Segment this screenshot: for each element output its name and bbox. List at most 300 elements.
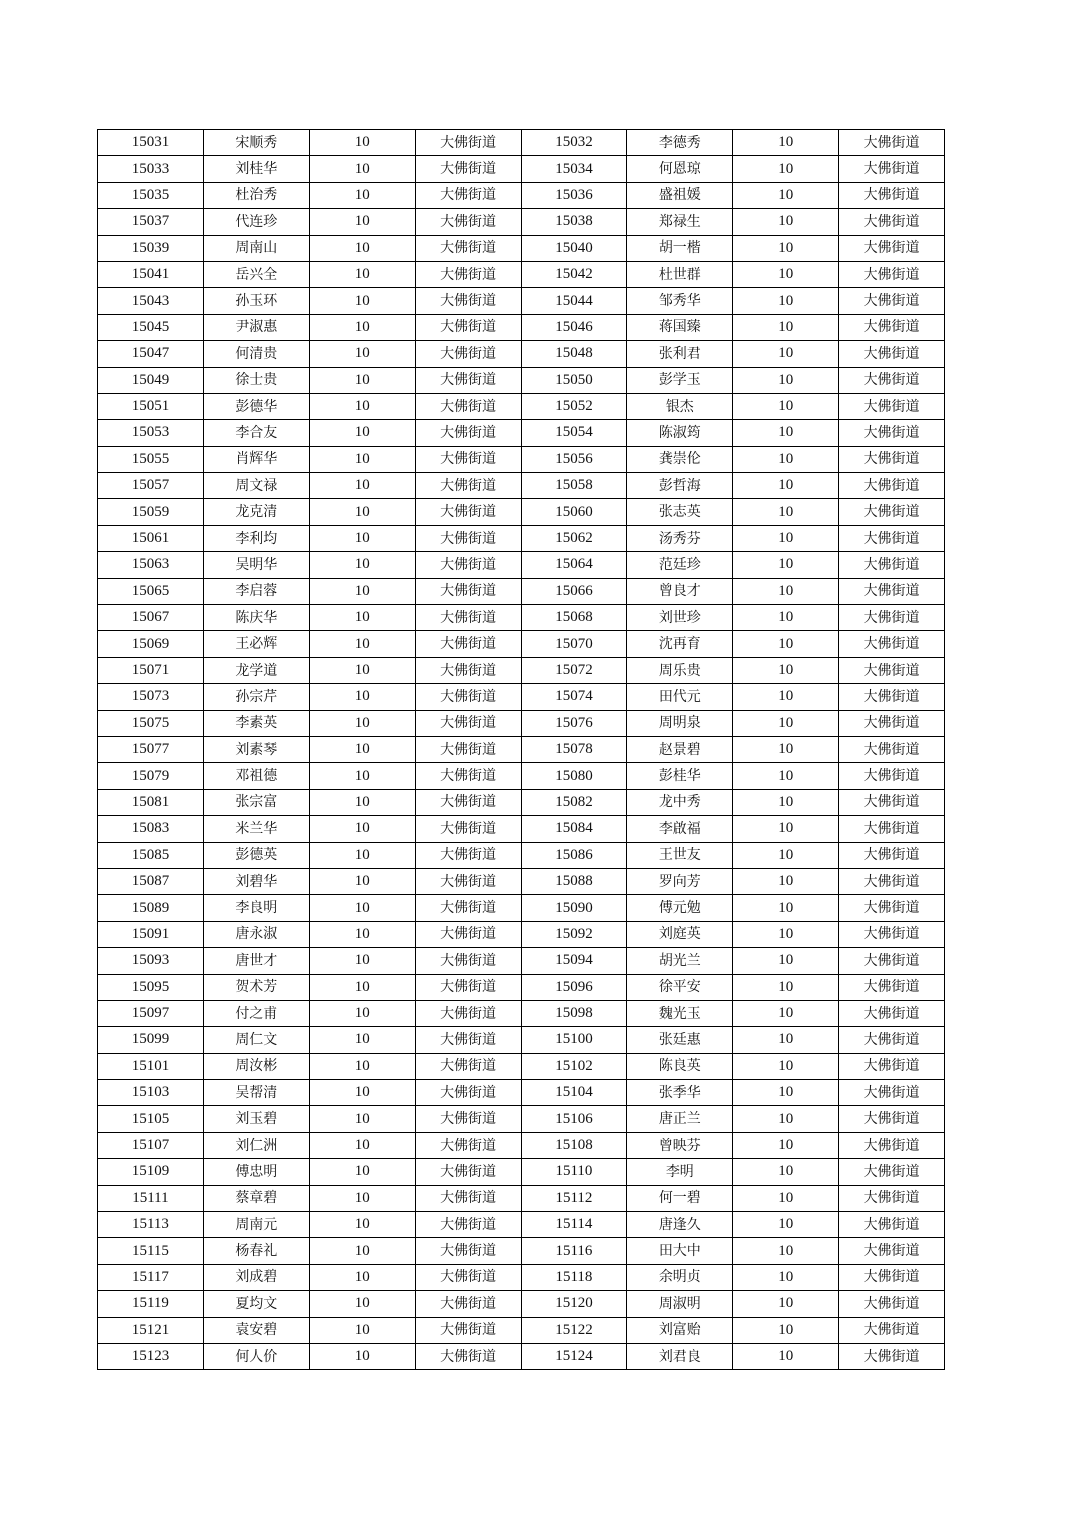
count-cell: 10 — [309, 420, 415, 446]
name-cell: 张廷惠 — [627, 1027, 733, 1053]
table-row — [98, 156, 945, 182]
count-cell: 10 — [733, 921, 839, 947]
name-cell: 张季华 — [627, 1080, 733, 1106]
id-cell: 15096 — [521, 974, 627, 1000]
id-cell: 15073 — [98, 684, 204, 710]
id-cell: 15038 — [521, 209, 627, 235]
street-cell: 大佛街道 — [415, 1343, 521, 1369]
street-cell: 大佛街道 — [839, 868, 945, 894]
street-cell: 大佛街道 — [415, 789, 521, 815]
count-cell: 10 — [733, 446, 839, 472]
id-cell: 15063 — [98, 552, 204, 578]
name-cell: 徐士贵 — [203, 367, 309, 393]
count-cell: 10 — [733, 1212, 839, 1238]
street-cell: 大佛街道 — [415, 631, 521, 657]
id-cell: 15045 — [98, 314, 204, 340]
table-row — [98, 1317, 945, 1343]
id-cell: 15078 — [521, 736, 627, 762]
table-row — [98, 1106, 945, 1132]
name-cell: 唐永淑 — [203, 921, 309, 947]
street-cell: 大佛街道 — [839, 816, 945, 842]
name-cell: 蒋国臻 — [627, 314, 733, 340]
name-cell: 银杰 — [627, 393, 733, 419]
street-cell: 大佛街道 — [415, 1185, 521, 1211]
table-row — [98, 868, 945, 894]
street-cell: 大佛街道 — [415, 1027, 521, 1053]
street-cell: 大佛街道 — [839, 1185, 945, 1211]
id-cell: 15106 — [521, 1106, 627, 1132]
name-cell: 周南山 — [203, 235, 309, 261]
name-cell: 李德秀 — [627, 130, 733, 156]
id-cell: 15108 — [521, 1132, 627, 1158]
name-cell: 唐世才 — [203, 948, 309, 974]
name-cell: 胡一楷 — [627, 235, 733, 261]
id-cell: 15068 — [521, 605, 627, 631]
name-cell: 蔡章碧 — [203, 1185, 309, 1211]
id-cell: 15082 — [521, 789, 627, 815]
id-cell: 15047 — [98, 341, 204, 367]
id-cell: 15031 — [98, 130, 204, 156]
count-cell: 10 — [309, 1159, 415, 1185]
street-cell: 大佛街道 — [839, 1264, 945, 1290]
count-cell: 10 — [733, 657, 839, 683]
street-cell: 大佛街道 — [415, 341, 521, 367]
id-cell: 15112 — [521, 1185, 627, 1211]
id-cell: 15069 — [98, 631, 204, 657]
street-cell: 大佛街道 — [415, 156, 521, 182]
table-row — [98, 552, 945, 578]
table-row — [98, 842, 945, 868]
street-cell: 大佛街道 — [415, 1106, 521, 1132]
table-row — [98, 1080, 945, 1106]
id-cell: 15053 — [98, 420, 204, 446]
count-cell: 10 — [733, 789, 839, 815]
street-cell: 大佛街道 — [839, 1027, 945, 1053]
id-cell: 15060 — [521, 499, 627, 525]
count-cell: 10 — [733, 868, 839, 894]
street-cell: 大佛街道 — [839, 209, 945, 235]
name-cell: 龙学道 — [203, 657, 309, 683]
count-cell: 10 — [733, 1027, 839, 1053]
name-cell: 李启蓉 — [203, 578, 309, 604]
street-cell: 大佛街道 — [415, 1159, 521, 1185]
street-cell: 大佛街道 — [415, 1264, 521, 1290]
street-cell: 大佛街道 — [415, 367, 521, 393]
count-cell: 10 — [309, 209, 415, 235]
count-cell: 10 — [309, 499, 415, 525]
id-cell: 15079 — [98, 763, 204, 789]
id-cell: 15086 — [521, 842, 627, 868]
name-cell: 周乐贵 — [627, 657, 733, 683]
id-cell: 15114 — [521, 1212, 627, 1238]
id-cell: 15049 — [98, 367, 204, 393]
name-cell: 夏均文 — [203, 1291, 309, 1317]
name-cell: 孙宗芹 — [203, 684, 309, 710]
table-row — [98, 1185, 945, 1211]
name-cell: 唐逢久 — [627, 1212, 733, 1238]
name-cell: 张志英 — [627, 499, 733, 525]
count-cell: 10 — [733, 1317, 839, 1343]
name-cell: 盛祖媛 — [627, 182, 733, 208]
count-cell: 10 — [309, 1106, 415, 1132]
name-cell: 杜世群 — [627, 261, 733, 287]
id-cell: 15048 — [521, 341, 627, 367]
count-cell: 10 — [309, 130, 415, 156]
street-cell: 大佛街道 — [839, 420, 945, 446]
name-cell: 代连珍 — [203, 209, 309, 235]
table-row — [98, 763, 945, 789]
count-cell: 10 — [733, 314, 839, 340]
count-cell: 10 — [309, 525, 415, 551]
name-cell: 沈再育 — [627, 631, 733, 657]
count-cell: 10 — [309, 1185, 415, 1211]
street-cell: 大佛街道 — [415, 1238, 521, 1264]
id-cell: 15056 — [521, 446, 627, 472]
count-cell: 10 — [309, 314, 415, 340]
street-cell: 大佛街道 — [839, 1238, 945, 1264]
id-cell: 15087 — [98, 868, 204, 894]
street-cell: 大佛街道 — [415, 736, 521, 762]
id-cell: 15076 — [521, 710, 627, 736]
street-cell: 大佛街道 — [415, 1053, 521, 1079]
name-cell: 周淑明 — [627, 1291, 733, 1317]
count-cell: 10 — [733, 710, 839, 736]
name-cell: 余明贞 — [627, 1264, 733, 1290]
count-cell: 10 — [309, 816, 415, 842]
count-cell: 10 — [309, 657, 415, 683]
id-cell: 15099 — [98, 1027, 204, 1053]
street-cell: 大佛街道 — [839, 1080, 945, 1106]
street-cell: 大佛街道 — [415, 130, 521, 156]
name-cell: 刘世珍 — [627, 605, 733, 631]
table-row — [98, 1000, 945, 1026]
street-cell: 大佛街道 — [415, 868, 521, 894]
count-cell: 10 — [309, 763, 415, 789]
name-cell: 周汝彬 — [203, 1053, 309, 1079]
id-cell: 15097 — [98, 1000, 204, 1026]
table-row — [98, 657, 945, 683]
table-row — [98, 1027, 945, 1053]
name-cell: 田代元 — [627, 684, 733, 710]
table-row — [98, 1343, 945, 1369]
count-cell: 10 — [733, 156, 839, 182]
table-row — [98, 578, 945, 604]
name-cell: 吴帮清 — [203, 1080, 309, 1106]
name-cell: 何一碧 — [627, 1185, 733, 1211]
name-cell: 刘庭英 — [627, 921, 733, 947]
count-cell: 10 — [309, 1238, 415, 1264]
street-cell: 大佛街道 — [839, 1053, 945, 1079]
street-cell: 大佛街道 — [415, 1212, 521, 1238]
count-cell: 10 — [733, 552, 839, 578]
id-cell: 15101 — [98, 1053, 204, 1079]
name-cell: 李利均 — [203, 525, 309, 551]
name-cell: 龙克清 — [203, 499, 309, 525]
id-cell: 15109 — [98, 1159, 204, 1185]
count-cell: 10 — [733, 235, 839, 261]
table-row — [98, 710, 945, 736]
street-cell: 大佛街道 — [839, 367, 945, 393]
street-cell: 大佛街道 — [839, 631, 945, 657]
count-cell: 10 — [733, 605, 839, 631]
table-row — [98, 1291, 945, 1317]
count-cell: 10 — [309, 842, 415, 868]
street-cell: 大佛街道 — [839, 473, 945, 499]
name-cell: 邓祖德 — [203, 763, 309, 789]
street-cell: 大佛街道 — [415, 763, 521, 789]
count-cell: 10 — [309, 1317, 415, 1343]
street-cell: 大佛街道 — [415, 974, 521, 1000]
count-cell: 10 — [733, 182, 839, 208]
street-cell: 大佛街道 — [839, 341, 945, 367]
street-cell: 大佛街道 — [839, 499, 945, 525]
count-cell: 10 — [309, 684, 415, 710]
count-cell: 10 — [309, 446, 415, 472]
table-row — [98, 341, 945, 367]
street-cell: 大佛街道 — [839, 921, 945, 947]
table-row — [98, 367, 945, 393]
count-cell: 10 — [733, 209, 839, 235]
name-cell: 张利君 — [627, 341, 733, 367]
id-cell: 15081 — [98, 789, 204, 815]
name-cell: 李良明 — [203, 895, 309, 921]
id-cell: 15085 — [98, 842, 204, 868]
id-cell: 15091 — [98, 921, 204, 947]
street-cell: 大佛街道 — [415, 948, 521, 974]
name-cell: 傅元勉 — [627, 895, 733, 921]
id-cell: 15074 — [521, 684, 627, 710]
count-cell: 10 — [733, 1000, 839, 1026]
table-row — [98, 209, 945, 235]
street-cell: 大佛街道 — [839, 288, 945, 314]
count-cell: 10 — [733, 895, 839, 921]
street-cell: 大佛街道 — [415, 1000, 521, 1026]
count-cell: 10 — [733, 974, 839, 1000]
name-cell: 李啟福 — [627, 816, 733, 842]
street-cell: 大佛街道 — [839, 552, 945, 578]
table-row — [98, 288, 945, 314]
count-cell: 10 — [733, 736, 839, 762]
table-row — [98, 130, 945, 156]
count-cell: 10 — [309, 261, 415, 287]
street-cell: 大佛街道 — [839, 1343, 945, 1369]
name-cell: 岳兴全 — [203, 261, 309, 287]
id-cell: 15121 — [98, 1317, 204, 1343]
name-cell: 周仁文 — [203, 1027, 309, 1053]
name-cell: 袁安碧 — [203, 1317, 309, 1343]
id-cell: 15067 — [98, 605, 204, 631]
table-row — [98, 1132, 945, 1158]
street-cell: 大佛街道 — [415, 261, 521, 287]
count-cell: 10 — [733, 1238, 839, 1264]
count-cell: 10 — [309, 552, 415, 578]
count-cell: 10 — [733, 631, 839, 657]
count-cell: 10 — [309, 605, 415, 631]
count-cell: 10 — [309, 1343, 415, 1369]
table-row — [98, 631, 945, 657]
id-cell: 15041 — [98, 261, 204, 287]
name-cell: 杨春礼 — [203, 1238, 309, 1264]
street-cell: 大佛街道 — [839, 1159, 945, 1185]
name-cell: 王必辉 — [203, 631, 309, 657]
name-cell: 田大中 — [627, 1238, 733, 1264]
count-cell: 10 — [309, 1027, 415, 1053]
id-cell: 15062 — [521, 525, 627, 551]
table-row — [98, 895, 945, 921]
id-cell: 15080 — [521, 763, 627, 789]
count-cell: 10 — [733, 763, 839, 789]
street-cell: 大佛街道 — [839, 842, 945, 868]
count-cell: 10 — [309, 341, 415, 367]
count-cell: 10 — [309, 1264, 415, 1290]
id-cell: 15054 — [521, 420, 627, 446]
table-row — [98, 1264, 945, 1290]
street-cell: 大佛街道 — [415, 895, 521, 921]
roster-body — [98, 130, 945, 1370]
name-cell: 李合友 — [203, 420, 309, 446]
id-cell: 15088 — [521, 868, 627, 894]
count-cell: 10 — [733, 1264, 839, 1290]
count-cell: 10 — [733, 948, 839, 974]
name-cell: 彭桂华 — [627, 763, 733, 789]
name-cell: 付之甫 — [203, 1000, 309, 1026]
id-cell: 15110 — [521, 1159, 627, 1185]
table-row — [98, 182, 945, 208]
street-cell: 大佛街道 — [839, 1132, 945, 1158]
id-cell: 15092 — [521, 921, 627, 947]
table-row — [98, 1053, 945, 1079]
count-cell: 10 — [309, 156, 415, 182]
name-cell: 郑禄生 — [627, 209, 733, 235]
count-cell: 10 — [309, 393, 415, 419]
street-cell: 大佛街道 — [415, 1132, 521, 1158]
count-cell: 10 — [309, 578, 415, 604]
id-cell: 15051 — [98, 393, 204, 419]
id-cell: 15037 — [98, 209, 204, 235]
count-cell: 10 — [733, 393, 839, 419]
id-cell: 15059 — [98, 499, 204, 525]
street-cell: 大佛街道 — [415, 921, 521, 947]
name-cell: 彭德英 — [203, 842, 309, 868]
name-cell: 尹淑惠 — [203, 314, 309, 340]
street-cell: 大佛街道 — [415, 1291, 521, 1317]
id-cell: 15046 — [521, 314, 627, 340]
id-cell: 15061 — [98, 525, 204, 551]
name-cell: 孙玉环 — [203, 288, 309, 314]
count-cell: 10 — [733, 1132, 839, 1158]
street-cell: 大佛街道 — [839, 393, 945, 419]
count-cell: 10 — [733, 473, 839, 499]
count-cell: 10 — [733, 420, 839, 446]
count-cell: 10 — [309, 367, 415, 393]
street-cell: 大佛街道 — [839, 261, 945, 287]
name-cell: 邹秀华 — [627, 288, 733, 314]
id-cell: 15093 — [98, 948, 204, 974]
id-cell: 15034 — [521, 156, 627, 182]
name-cell: 陈良英 — [627, 1053, 733, 1079]
count-cell: 10 — [733, 288, 839, 314]
id-cell: 15070 — [521, 631, 627, 657]
street-cell: 大佛街道 — [839, 974, 945, 1000]
roster-table — [97, 129, 945, 1370]
name-cell: 刘成碧 — [203, 1264, 309, 1290]
table-row — [98, 1212, 945, 1238]
count-cell: 10 — [733, 578, 839, 604]
table-row — [98, 235, 945, 261]
name-cell: 王世友 — [627, 842, 733, 868]
count-cell: 10 — [309, 895, 415, 921]
street-cell: 大佛街道 — [839, 895, 945, 921]
count-cell: 10 — [309, 736, 415, 762]
id-cell: 15040 — [521, 235, 627, 261]
street-cell: 大佛街道 — [839, 684, 945, 710]
street-cell: 大佛街道 — [415, 684, 521, 710]
table-row — [98, 736, 945, 762]
id-cell: 15064 — [521, 552, 627, 578]
street-cell: 大佛街道 — [839, 235, 945, 261]
id-cell: 15039 — [98, 235, 204, 261]
street-cell: 大佛街道 — [415, 1080, 521, 1106]
id-cell: 15036 — [521, 182, 627, 208]
id-cell: 15094 — [521, 948, 627, 974]
street-cell: 大佛街道 — [839, 314, 945, 340]
name-cell: 刘碧华 — [203, 868, 309, 894]
id-cell: 15052 — [521, 393, 627, 419]
id-cell: 15105 — [98, 1106, 204, 1132]
id-cell: 15032 — [521, 130, 627, 156]
name-cell: 周文禄 — [203, 473, 309, 499]
street-cell: 大佛街道 — [839, 446, 945, 472]
table-row — [98, 684, 945, 710]
name-cell: 刘富贻 — [627, 1317, 733, 1343]
name-cell: 何恩琼 — [627, 156, 733, 182]
name-cell: 何清贵 — [203, 341, 309, 367]
street-cell: 大佛街道 — [415, 1317, 521, 1343]
name-cell: 肖辉华 — [203, 446, 309, 472]
street-cell: 大佛街道 — [415, 525, 521, 551]
name-cell: 陈淑筠 — [627, 420, 733, 446]
street-cell: 大佛街道 — [839, 156, 945, 182]
street-cell: 大佛街道 — [839, 525, 945, 551]
name-cell: 李明 — [627, 1159, 733, 1185]
id-cell: 15043 — [98, 288, 204, 314]
name-cell: 刘桂华 — [203, 156, 309, 182]
id-cell: 15050 — [521, 367, 627, 393]
street-cell: 大佛街道 — [415, 420, 521, 446]
id-cell: 15111 — [98, 1185, 204, 1211]
id-cell: 15107 — [98, 1132, 204, 1158]
id-cell: 15035 — [98, 182, 204, 208]
street-cell: 大佛街道 — [839, 1212, 945, 1238]
count-cell: 10 — [309, 631, 415, 657]
name-cell: 何人价 — [203, 1343, 309, 1369]
street-cell: 大佛街道 — [839, 1106, 945, 1132]
count-cell: 10 — [309, 1000, 415, 1026]
street-cell: 大佛街道 — [839, 182, 945, 208]
name-cell: 罗向芳 — [627, 868, 733, 894]
street-cell: 大佛街道 — [415, 473, 521, 499]
count-cell: 10 — [309, 1080, 415, 1106]
name-cell: 李素英 — [203, 710, 309, 736]
name-cell: 陈庆华 — [203, 605, 309, 631]
id-cell: 15066 — [521, 578, 627, 604]
count-cell: 10 — [309, 1132, 415, 1158]
count-cell: 10 — [309, 235, 415, 261]
id-cell: 15044 — [521, 288, 627, 314]
street-cell: 大佛街道 — [415, 182, 521, 208]
count-cell: 10 — [733, 1159, 839, 1185]
name-cell: 宋顺秀 — [203, 130, 309, 156]
